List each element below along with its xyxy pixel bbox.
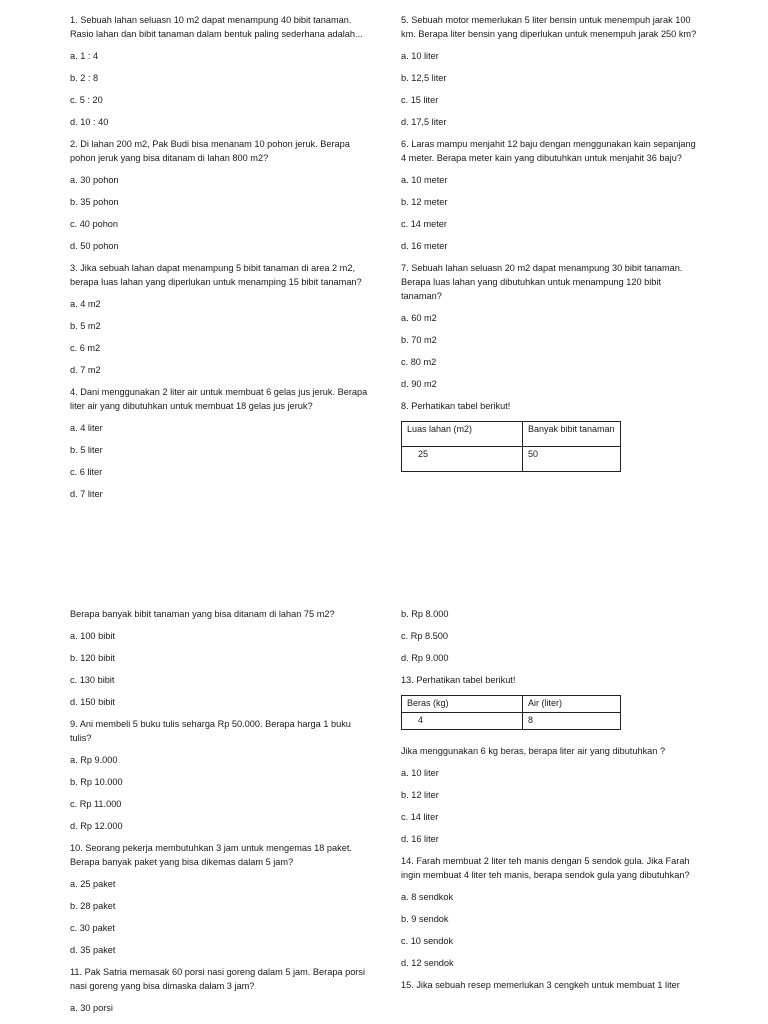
answer-option: b. 9 sendok (401, 914, 449, 924)
worksheet-page-2 (0, 575, 768, 1024)
table-cell: 8 (523, 713, 621, 730)
question-5 (401, 13, 701, 129)
question-10 (70, 841, 370, 957)
answer-option: c. 6 m2 (70, 343, 101, 353)
question-text: 4. Dani menggunakan 2 liter air untuk membuat 6 gelas jus jeruk. Berapa liter air yang dibutuhkan untuk membuat 18 gelas jus jeruk? (70, 387, 368, 411)
answer-option: d. 10 : 40 (70, 117, 109, 127)
question-9 (70, 717, 370, 833)
question-8-continued (70, 607, 370, 709)
answer-option: c. 14 meter (401, 219, 447, 229)
question-text: 15. Jika sebuah resep memerlukan 3 cengkeh untuk membuat 1 liter (401, 980, 680, 990)
table-cell: 50 (523, 447, 621, 472)
answer-option: a. 60 m2 (401, 313, 437, 323)
answer-option: c. 130 bibit (70, 675, 115, 685)
answer-option: b. Rp 8.000 (401, 609, 449, 619)
question-2 (70, 137, 370, 253)
answer-option: a. 10 liter (401, 768, 439, 778)
table-cell: 25 (402, 447, 523, 472)
answer-option: a. 10 liter (401, 51, 439, 61)
question-text: 10. Seorang pekerja membutuhkan 3 jam untuk mengemas 18 paket. Berapa banyak paket yang bisa dikemas dalam 5 jam? (70, 843, 352, 867)
table-header-row (402, 696, 621, 713)
answer-option: b. 12 liter (401, 790, 439, 800)
answer-option: a. 10 meter (401, 175, 448, 185)
answer-option: d. 16 liter (401, 834, 439, 844)
answer-option: d. 7 liter (70, 489, 103, 499)
table-row (402, 713, 621, 730)
question-15 (401, 978, 701, 992)
page1-left-column (70, 13, 370, 509)
question-11 (70, 965, 370, 1015)
table-header-row (402, 422, 621, 447)
answer-option: c. 6 liter (70, 467, 103, 477)
answer-option: d. 7 m2 (70, 365, 101, 375)
question-text: 13. Perhatikan tabel berikut! (401, 675, 516, 685)
answer-option: a. 4 liter (70, 423, 103, 433)
answer-option: b. 5 m2 (70, 321, 101, 331)
question-8 (401, 399, 701, 472)
question-text: 9. Ani membeli 5 buku tulis seharga Rp 50.000. Berapa harga 1 buku tulis? (70, 719, 351, 743)
answer-option: d. Rp 9.000 (401, 653, 449, 663)
question-7 (401, 261, 701, 391)
question-text: 5. Sebuah motor memerlukan 5 liter bensin untuk menempuh jarak 100 km. Berapa liter bensin yang diperlukan untuk menempuh jarak 250 km? (401, 15, 697, 39)
question-text: 3. Jika sebuah lahan dapat menampung 5 bibit tanaman di area 2 m2, berapa luas lahan yang diperlukan untuk menamping 15 bibit tanaman? (70, 263, 362, 287)
table-row (402, 447, 621, 472)
answer-option: d. Rp 12.000 (70, 821, 123, 831)
answer-option: b. 2 : 8 (70, 73, 99, 83)
answer-option: b. 12,5 liter (401, 73, 447, 83)
answer-option: c. 14 liter (401, 812, 439, 822)
question-text: 8. Perhatikan tabel berikut! (401, 401, 511, 411)
table-header-cell: Banyak bibit tanaman (523, 422, 621, 447)
rice-water-table (401, 695, 621, 730)
answer-option: d. 90 m2 (401, 379, 437, 389)
question-text: 14. Farah membuat 2 liter teh manis dengan 5 sendok gula. Jika Farah ingin membuat 4 liter teh manis, berapa sendok gula yang dibutuhkan? (401, 856, 690, 880)
question-text: 6. Laras mampu menjahit 12 baju dengan menggunakan kain sepanjang 4 meter. Berapa meter kain yang dibutuhkan untuk menjahit 36 baju? (401, 139, 696, 163)
answer-option: a. 30 porsi (70, 1003, 113, 1013)
question-6 (401, 137, 701, 253)
question-14 (401, 854, 701, 970)
answer-option: a. 8 sendkok (401, 892, 454, 902)
page2-left-column (70, 607, 370, 1023)
table-header-cell: Beras (kg) (402, 696, 523, 713)
answer-option: c. Rp 11.000 (70, 799, 122, 809)
answer-option: d. 150 bibit (70, 697, 115, 707)
answer-option: d. 50 pohon (70, 241, 119, 251)
question-4 (70, 385, 370, 501)
answer-option: a. 4 m2 (70, 299, 101, 309)
answer-option: b. 70 m2 (401, 335, 437, 345)
question-13 (401, 673, 701, 846)
answer-option: a. Rp 9.000 (70, 755, 118, 765)
question-1 (70, 13, 370, 129)
answer-option: b. 12 meter (401, 197, 448, 207)
answer-option: b. 120 bibit (70, 653, 115, 663)
answer-option: a. 30 pohon (70, 175, 119, 185)
answer-option: d. 16 meter (401, 241, 448, 251)
page2-right-column (401, 607, 701, 1000)
land-seedling-table (401, 421, 621, 472)
table-header-cell: Luas lahan (m2) (402, 422, 523, 447)
question-12-continued (401, 607, 701, 665)
answer-option: b. Rp 10.000 (70, 777, 123, 787)
question-text: 2. Di lahan 200 m2, Pak Budi bisa menanam 10 pohon jeruk. Berapa pohon jeruk yang bisa ditanam di lahan 800 m2? (70, 139, 350, 163)
question-followup-text: Jika menggunakan 6 kg beras, berapa liter air yang dibutuhkan ? (401, 746, 666, 756)
answer-option: c. 40 pohon (70, 219, 119, 229)
answer-option: c. 30 paket (70, 923, 115, 933)
answer-option: c. 15 liter (401, 95, 439, 105)
question-text: 11. Pak Satria memasak 60 porsi nasi goreng dalam 5 jam. Berapa porsi nasi goreng yang bisa dimaska dalam 3 jam? (70, 967, 365, 991)
page1-right-column (401, 13, 701, 482)
answer-option: a. 1 : 4 (70, 51, 99, 61)
answer-option: d. 17,5 liter (401, 117, 447, 127)
answer-option: c. 5 : 20 (70, 95, 103, 105)
table-header-cell: Air (liter) (523, 696, 621, 713)
question-text: 1. Sebuah lahan seluasn 10 m2 dapat menampung 40 bibit tanaman. Rasio lahan dan bibit tanaman dalam bentuk paling sederhana adalah... (70, 15, 363, 39)
answer-option: d. 12 sendok (401, 958, 454, 968)
answer-option: b. 28 paket (70, 901, 116, 911)
answer-option: b. 5 liter (70, 445, 103, 455)
question-text: Berapa banyak bibit tanaman yang bisa ditanam di lahan 75 m2? (70, 609, 335, 619)
answer-option: b. 35 pohon (70, 197, 119, 207)
answer-option: c. 80 m2 (401, 357, 437, 367)
answer-option: c. 10 sendok (401, 936, 454, 946)
answer-option: a. 100 bibit (70, 631, 115, 641)
answer-option: c. Rp 8.500 (401, 631, 448, 641)
question-text: 7. Sebuah lahan seluasn 20 m2 dapat menampung 30 bibit tanaman. Berapa luas lahan yang dibutuhkan untuk menampung 120 bibit tanaman? (401, 263, 683, 301)
table-cell: 4 (402, 713, 523, 730)
answer-option: d. 35 paket (70, 945, 116, 955)
answer-option: a. 25 paket (70, 879, 116, 889)
question-3 (70, 261, 370, 377)
